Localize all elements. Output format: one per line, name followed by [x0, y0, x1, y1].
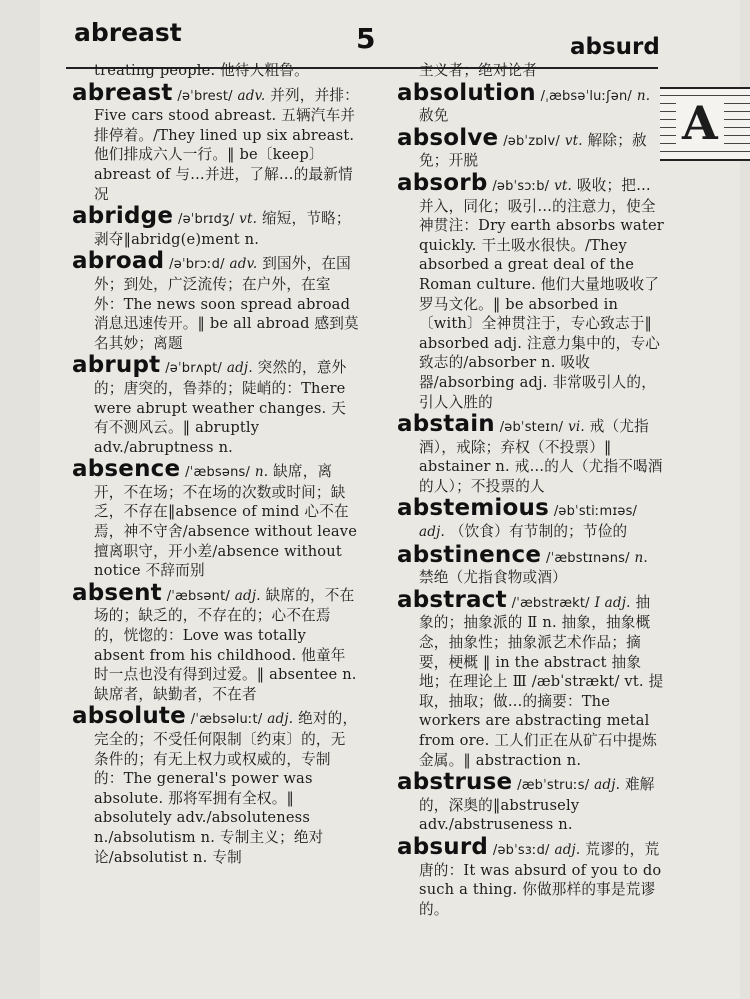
headword: abstruse: [397, 769, 513, 796]
headword: absurd: [397, 833, 489, 860]
pronunciation: /əˈbrɪdʒ/: [177, 212, 235, 228]
part-of-speech: n.: [254, 464, 269, 481]
part-of-speech: adj.: [234, 587, 261, 604]
headword: absolute: [72, 703, 186, 730]
thumb-index-letter: A: [676, 97, 724, 149]
part-of-speech: adj.: [594, 777, 621, 794]
dictionary-entry: [72, 81, 360, 205]
headword: absence: [72, 456, 181, 483]
definition: 到国外，在国外；到处，广泛流传；在户外，在室外：The news soon spread abroad 消息迅速传开。‖ be all abroad 感到莫名其妙；离题: [94, 255, 359, 352]
definition: 解除；赦免；开脱: [419, 131, 647, 170]
pronunciation: /ˈæbsənt/: [166, 588, 230, 604]
part-of-speech: vt.: [239, 211, 258, 228]
dictionary-entry: [397, 770, 665, 835]
part-of-speech: adj.: [554, 841, 581, 858]
part-of-speech: n.: [634, 549, 648, 566]
definition: 缺席，离开，不在场；不在场的次数或时间；缺乏，不存在‖absence of mind 心不在焉，神不守舍/absence without leave 擅离职守，开小差/absence without notice 不辞而别: [94, 463, 358, 580]
pronunciation: /ˈæbstrækt/: [511, 595, 590, 611]
headword: abreast: [72, 79, 173, 106]
left-guide-word: abreast: [74, 18, 182, 47]
dictionary-entry: [397, 835, 665, 919]
pronunciation: /ˌæbsəˈluːʃən/: [540, 88, 632, 104]
continued-entry: [72, 61, 360, 81]
pronunciation: /əbˈsteɪn/: [499, 420, 564, 436]
pronunciation: /əbˈsɔːb/: [492, 178, 550, 194]
page-number: 5: [356, 22, 376, 55]
part-of-speech: adv.: [229, 256, 258, 273]
headword: abstract: [397, 586, 507, 613]
right-column: [397, 61, 665, 919]
headword: abrupt: [72, 352, 161, 379]
headword: abstemious: [397, 495, 549, 522]
dictionary-entry: [72, 581, 360, 705]
pronunciation: /ˈæbsəns/: [185, 465, 251, 481]
pronunciation: /əˈbrɔːd/: [169, 257, 225, 273]
definition: 难解的，深奥的‖abstrusely adv./abstruseness n.: [419, 776, 655, 834]
definition: 禁绝（尤指食物或酒）: [419, 569, 567, 587]
headword: abridge: [72, 203, 174, 230]
definition: （饮食）有节制的；节俭的: [449, 523, 628, 541]
pronunciation: /əˈbrʌpt/: [165, 361, 222, 377]
part-of-speech: adj.: [226, 360, 253, 377]
part-of-speech: vi.: [568, 419, 585, 436]
headword: absolution: [397, 79, 536, 106]
headword: absorb: [397, 169, 488, 196]
definition: 吸收；把…并入，同化；吸引…的注意力，使全神贯注：Dry earth absorbs water quickly. 干土吸水很快。/They absorbed a great deal of the Roman culture. 他们大量地吸收了罗马文化。‖ be absorbed in〔with〕全神贯注于，专心致志于‖ absorbed adj. 注意力集中的，专心致志的/absorber n. 吸收器/absorbing adj. 非常吸引人的，引人入胜的: [419, 176, 664, 411]
definition: 荒谬的，荒唐的：It was absurd of you to do such a thing. 你做那样的事是荒谬的。: [419, 840, 662, 918]
definition: 绝对的，完全的；不受任何限制〔约束〕的，无条件的；有无上权力或权威的，专制的：The general's power was absolute. 那将军拥有全权。‖ absolutely adv./absoluteness n./absolutism n. 专制主义；绝对论/absolutist n. 专制: [94, 710, 358, 866]
part-of-speech: adj.: [419, 524, 445, 541]
pronunciation: /əbˈsɜːd/: [492, 842, 550, 858]
pronunciation: /əˈbrest/: [177, 88, 233, 104]
dictionary-entry: [397, 81, 665, 126]
dictionary-entry: [72, 457, 360, 581]
part-of-speech: adj.: [267, 711, 294, 728]
headword: abstain: [397, 411, 495, 438]
definition: 赦免: [419, 107, 449, 125]
definition: 突然的，意外的；唐突的，鲁莽的；陡峭的：There were abrupt weather changes. 天有不测风云。‖ abruptly adv./abruptness n.: [94, 359, 347, 456]
dictionary-entry: [397, 496, 665, 542]
part-of-speech: vt.: [554, 177, 573, 194]
dictionary-entry: [397, 543, 665, 588]
definition: 缺席的，不在场的；缺乏的，不存在的；心不在焉的，恍惚的：Love was totally absent from his childhood. 他童年时一点也没有得到过爱。‖ absentee n. 缺席者，缺勤者，不在者: [94, 586, 357, 703]
dictionary-entry: [72, 249, 360, 353]
definition: 抽象的；抽象派的 Ⅱ n. 抽象，抽象概念，抽象性；抽象派艺术作品；摘要，梗概 ‖ in the abstract 抽象地；在理论上 Ⅲ /æbˈstrækt/ vt. 提取，抽取；做…的摘要：The workers are abstracting metal from ore. 工人们正在从矿石中提炼金属。‖ abstraction n.: [419, 593, 664, 769]
pronunciation: /əbˈstiːmɪəs/: [553, 504, 638, 520]
headword: abroad: [72, 248, 165, 275]
thumb-index-tab: [660, 87, 750, 161]
part-of-speech: Ⅰ adj.: [594, 594, 631, 611]
dictionary-entry: [72, 204, 360, 249]
right-guide-word: absurd: [570, 34, 660, 60]
pronunciation: /əbˈzɒlv/: [503, 133, 560, 149]
part-of-speech: vt.: [564, 132, 583, 149]
dictionary-entry: [72, 353, 360, 457]
left-column: [72, 61, 360, 867]
part-of-speech: adv.: [237, 87, 266, 104]
dictionary-entry: [397, 171, 665, 412]
pronunciation: /æbˈstruːs/: [517, 778, 590, 794]
definition: 戒（尤指酒），戒除；弃权（不投票）‖ abstainer n. 戒…的人（尤指不喝酒的人）；不投票的人: [419, 418, 663, 495]
dictionary-entry: [397, 126, 665, 171]
part-of-speech: n.: [636, 87, 651, 104]
headword: abstinence: [397, 541, 542, 568]
headword: absent: [72, 579, 162, 606]
continued-entry: [397, 61, 665, 81]
definition: 缩短，节略；剥夺‖abridg(e)ment n.: [94, 210, 351, 248]
definition: 主义者；绝对论者: [419, 62, 538, 79]
pronunciation: /ˈæbstɪnəns/: [545, 550, 630, 566]
headword: absolve: [397, 124, 499, 151]
definition: 并列，并排：Five cars stood abreast. 五辆汽车并排停着。/They lined up six abreast. 他们排成六人一行。‖ be〔keep〕abreast of 与…并进，了解…的最新情况: [94, 86, 359, 203]
dictionary-entry: [397, 412, 665, 496]
dictionary-entry: [397, 588, 665, 770]
dictionary-entry: [72, 704, 360, 867]
pronunciation: /ˈæbsəluːt/: [190, 712, 263, 728]
definition: treating people. 他待人粗鲁。: [94, 62, 309, 79]
